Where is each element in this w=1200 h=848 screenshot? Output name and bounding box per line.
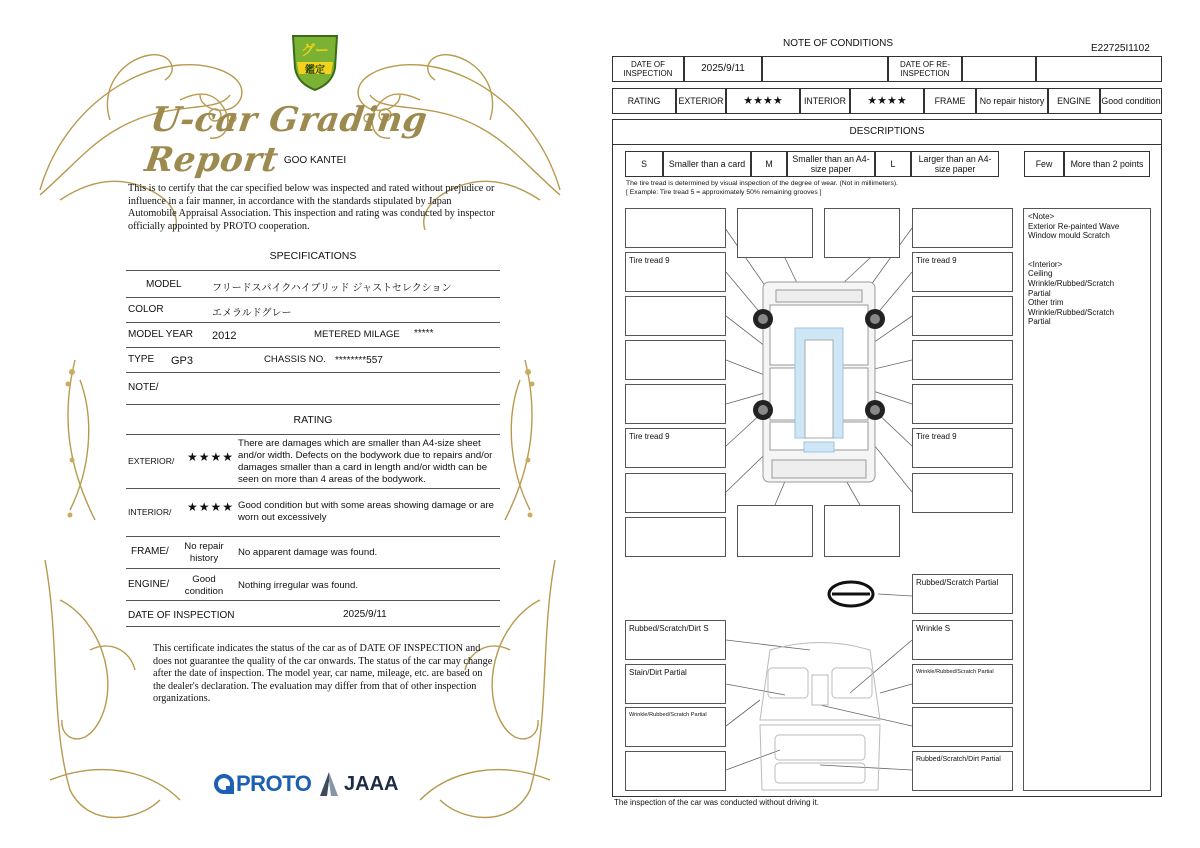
interior-stars: ★★★★ [187, 500, 235, 514]
notes-interior-title: <Interior> [1028, 259, 1063, 269]
notes-panel [1023, 208, 1151, 791]
steering-box: Rubbed/Scratch Partial [912, 574, 1013, 614]
descriptions-heading: DESCRIPTIONS [612, 119, 1162, 145]
date-inspection-label: DATE OF INSPECTION [612, 56, 684, 82]
tire-note-1: The tire tread is determined by visual inspection of the degree of wear. (Not in millimeters). [626, 180, 898, 187]
date-of-inspection-label: DATE OF INSPECTION [128, 610, 235, 621]
exterior-box [912, 384, 1013, 424]
frame-label: FRAME/ [131, 546, 169, 557]
ceiling-box: Rubbed/Scratch/Dirt S [625, 620, 726, 660]
exterior-box [737, 208, 813, 258]
exterior-label: EXTERIOR/ [128, 456, 175, 466]
frame-value: No repair history [184, 541, 224, 564]
chassis-label: CHASSIS NO. [264, 354, 326, 365]
model-year-value: 2012 [212, 330, 237, 342]
legend-text-s: Smaller than a card [663, 151, 751, 177]
legend-key-few: Few [1024, 151, 1064, 177]
seat-right-box: Wrinkle S [912, 620, 1013, 660]
note-interior-3: Partial [1028, 288, 1051, 298]
exterior-label: EXTERIOR [676, 88, 726, 114]
note-exterior-1: Exterior Re-painted Wave [1028, 221, 1120, 231]
certification-text: This is to certify that the car specified below was inspected and rated without prejudice or influence in a fair manner, in accordance with the standards stipulated by Japan Automobile Appraisal Association. This inspection and rating was conducted by inspector officially appointed by PROTO cooperation. [128, 183, 495, 232]
color-label: COLOR [128, 304, 164, 315]
tire-box-rear-right: Tire tread 9 [912, 428, 1013, 468]
engine-label: ENGINE/ [128, 579, 170, 590]
chassis-value: ********557 [335, 355, 383, 366]
blank-cell [1036, 56, 1162, 82]
conditions-title: NOTE OF CONDITIONS [783, 38, 893, 49]
legend-text-l: Larger than an A4-size paper [911, 151, 999, 177]
tire-box-rear-left: Tire tread 9 [625, 428, 726, 468]
exterior-box [625, 208, 726, 248]
interior-description: Good condition but with some areas showing damage or are worn out excessively [238, 500, 494, 523]
exterior-box [912, 296, 1013, 336]
tire-note-2: [ Example: Tire tread 5 = approximately 50% remaining grooves ] [626, 189, 822, 196]
notes-title: <Note> [1028, 212, 1055, 221]
date-inspection-value: 2025/9/11 [684, 56, 762, 82]
exterior-box [625, 517, 726, 557]
note-interior-6: Partial [1028, 317, 1051, 327]
exterior-box [824, 208, 900, 258]
note-interior-2: Wrinkle/Rubbed/Scratch [1028, 278, 1115, 288]
note-interior-4: Other trim [1028, 298, 1064, 308]
inspection-footer: The inspection of the car was conducted without driving it. [614, 798, 819, 807]
interior-stars: ★★★★ [850, 88, 924, 114]
engine-description: Nothing irregular was found. [238, 580, 358, 591]
type-label: TYPE [128, 354, 155, 365]
badge-top-text: グー [301, 42, 329, 58]
legend-text-m: Smaller than an A4-size paper [787, 151, 875, 177]
stain-box: Stain/Dirt Partial [625, 664, 726, 704]
blank-cell [762, 56, 888, 82]
date-of-inspection-value: 2025/9/11 [343, 609, 387, 620]
note-interior-1: Ceiling [1028, 269, 1053, 279]
tire-box-front-right: Tire tread 9 [912, 252, 1013, 292]
legend-text-few: More than 2 points [1064, 151, 1150, 177]
rear-right-box: Rubbed/Scratch/Dirt Partial [912, 751, 1013, 791]
exterior-description: There are damages which are smaller than A4-size sheet and/or width. Defects on the bodywork due to repairs and/or damages smaller than a card in length and/or width can be seen on more than 4 areas of the bodywork. [238, 438, 493, 485]
exterior-box [625, 384, 726, 424]
frame-description: No apparent damage was found. [238, 547, 378, 558]
proto-logo-text: PROTO [236, 771, 312, 796]
interior-box [912, 707, 1013, 747]
exterior-stars: ★★★★ [187, 450, 235, 464]
mileage-value: ***** [414, 328, 434, 339]
reinspection-label: DATE OF RE-INSPECTION [888, 56, 962, 82]
exterior-box [625, 340, 726, 380]
exterior-box [625, 473, 726, 513]
exterior-box [912, 340, 1013, 380]
note-label: NOTE/ [128, 382, 159, 393]
report-subtitle: GOO KANTEI [283, 155, 347, 166]
document-id: E22725I1102 [1091, 43, 1150, 54]
legend-key-l: L [875, 151, 911, 177]
badge-bottom-text: 鑑定 [305, 65, 325, 76]
exterior-box [912, 473, 1013, 513]
reinspection-value [962, 56, 1036, 82]
legend-key-s: S [625, 151, 663, 177]
trim-left-box: Wrinkle/Rubbed/Scratch Partial [625, 707, 726, 747]
jaaa-logo-text: JAAA [344, 772, 399, 795]
exterior-box [737, 505, 813, 557]
rating-heading: RATING [293, 414, 333, 426]
rating-label: RATING [612, 88, 676, 114]
exterior-stars: ★★★★ [726, 88, 800, 114]
frame-label: FRAME [924, 88, 976, 114]
interior-label: INTERIOR [800, 88, 850, 114]
model-year-label: MODEL YEAR [128, 329, 194, 340]
frame-value: No repair history [976, 88, 1048, 114]
note-interior-5: Wrinkle/Rubbed/Scratch [1028, 307, 1115, 317]
model-label: MODEL [146, 279, 182, 290]
engine-value: Good condition [184, 574, 224, 597]
certificate-disclaimer: This certificate indicates the status of the car as of DATE OF INSPECTION and does not guarantee the quality of the car onwards. The status of the car may change after the date of inspection. The model year, car name, mileage, etc. are based on the dealer's declaration. The evaluation may differ from that of other inspection organizations. [153, 643, 493, 705]
trim-right-box: Wrinkle/Rubbed/Scratch Partial [912, 664, 1013, 704]
note-exterior-2: Window mould Scratch [1028, 231, 1110, 241]
engine-value: Good condition [1100, 88, 1162, 114]
exterior-box [824, 505, 900, 557]
type-value: GP3 [171, 355, 194, 367]
report-title: U-car Grading Report [142, 100, 430, 180]
exterior-box [912, 208, 1013, 248]
specifications-heading: SPECIFICATIONS [269, 250, 357, 262]
model-value: フリードスパイクハイブリッド ジャストセレクション [212, 283, 452, 294]
steering-wheel-icon [829, 582, 873, 606]
tire-box-front-left: Tire tread 9 [625, 252, 726, 292]
interior-box [625, 751, 726, 791]
legend-key-m: M [751, 151, 787, 177]
mileage-label: METERED MILAGE [314, 329, 400, 340]
exterior-box [625, 296, 726, 336]
engine-label: ENGINE [1048, 88, 1100, 114]
color-value: エメラルドグレー [212, 308, 292, 319]
interior-label: INTERIOR/ [128, 507, 172, 517]
